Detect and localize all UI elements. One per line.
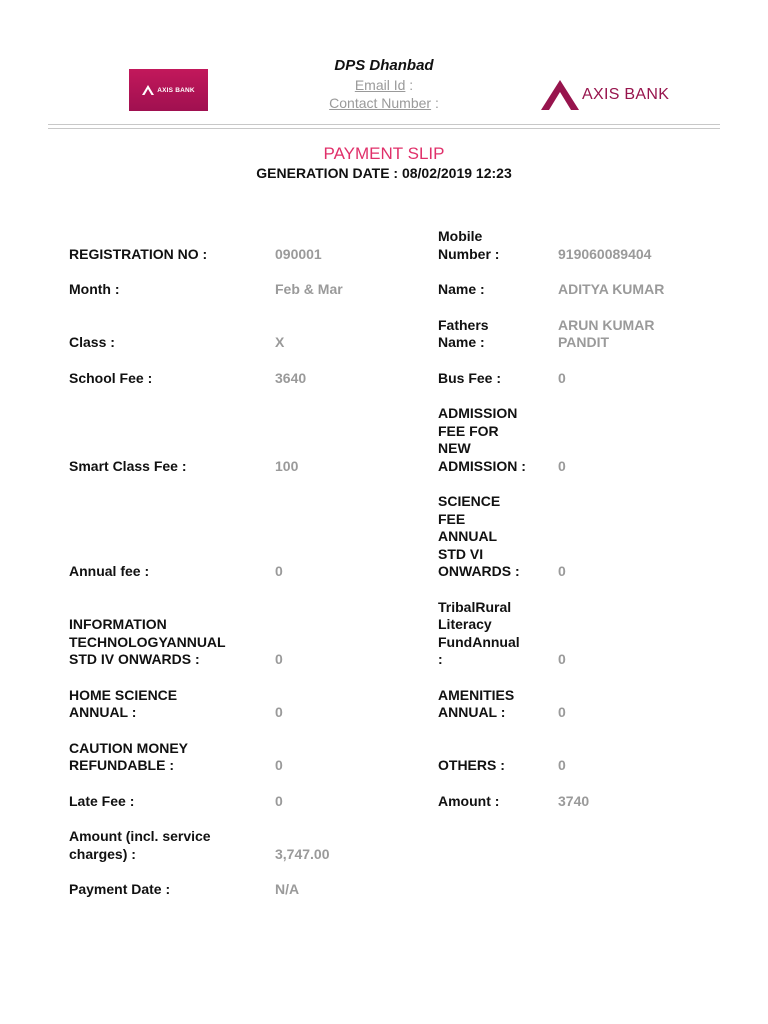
field-label: Amount (incl. service charges) : [69,828,211,862]
field-value: 0 [275,704,283,720]
field-value: 090001 [275,245,322,262]
table-row [69,317,709,352]
axis-bank-logo-icon [540,79,580,111]
field-label: Amount : [438,792,500,809]
field-value: 0 [558,563,566,579]
table-row [69,793,709,811]
table-row [69,228,709,263]
generation-date: GENERATION DATE : 08/02/2019 12:23 [256,165,512,181]
field-value: 0 [558,457,566,474]
field-value: 0 [275,792,283,809]
field-value: 0 [558,651,566,667]
field-value: 919060089404 [558,245,652,262]
field-label: REGISTRATION NO : [69,245,208,262]
axis-bank-logo-small [129,69,208,111]
field-label: TribalRural Literacy FundAnnual : [438,598,520,667]
field-value: X [275,334,285,350]
header-divider-top [48,124,720,125]
axis-bank-mark-icon [142,85,154,95]
field-value: 100 [275,457,299,474]
contact-number-link[interactable]: Contact Number [329,95,432,111]
table-row [69,370,709,388]
field-value: ADITYA KUMAR [558,281,665,297]
field-label: ADMISSION FEE FOR NEW ADMISSION : [438,405,526,474]
table-row [69,828,709,863]
field-value: 0 [558,757,566,773]
table-row [69,405,709,475]
table-row [69,687,709,722]
field-value: 0 [275,757,283,773]
field-label: OTHERS : [438,757,505,773]
email-link[interactable]: Email Id [354,77,406,93]
table-row [69,599,709,669]
field-value: 3640 [275,369,307,386]
field-value: 0 [558,369,566,386]
field-value: 3740 [558,792,590,809]
header-divider-bottom [48,128,720,129]
field-label: Late Fee : [69,792,135,809]
field-value: ARUN KUMAR PANDIT [558,316,655,350]
field-label: Fathers Name : [438,316,489,350]
school-info [260,56,508,112]
field-value: 0 [275,563,283,579]
field-label: Month : [69,281,120,297]
field-label: SCIENCE FEE ANNUAL STD VI ONWARDS : [438,493,520,579]
slip-header [0,0,768,130]
table-row [69,281,709,299]
field-label: Bus Fee : [438,369,502,386]
table-row [69,881,709,899]
email-separator: : [405,77,414,93]
field-label: CAUTION MONEY REFUNDABLE : [69,739,188,773]
table-row [69,740,709,775]
logo-left-text: AXIS BANK [157,86,195,94]
field-value: 0 [558,704,566,720]
field-value: 0 [275,651,283,667]
field-value: Feb & Mar [275,281,343,297]
field-label: Smart Class Fee : [69,457,187,474]
field-label: Payment Date : [69,881,171,897]
field-value: 3,747.00 [275,845,330,862]
contact-line [260,94,508,112]
school-name: DPS Dhanbad [334,57,434,74]
logo-right-text: AXIS BANK [582,86,670,103]
field-label: Mobile Number : [438,228,500,262]
contact-separator: : [431,95,439,111]
field-label: Annual fee : [69,563,150,579]
fee-details-grid [69,228,709,917]
email-line [260,76,508,94]
field-value: N/A [275,881,300,897]
field-label: AMENITIES ANNUAL : [438,686,515,720]
payment-slip-title: PAYMENT SLIP [323,144,445,163]
table-row [69,493,709,581]
field-label: Class : [69,334,115,350]
axis-bank-logo-large [540,78,669,112]
field-label: School Fee : [69,369,153,386]
field-label: INFORMATION TECHNOLOGYANNUAL STD IV ONWARDS : [69,616,226,667]
field-label: HOME SCIENCE ANNUAL : [69,686,178,720]
field-label: Name : [438,281,485,297]
